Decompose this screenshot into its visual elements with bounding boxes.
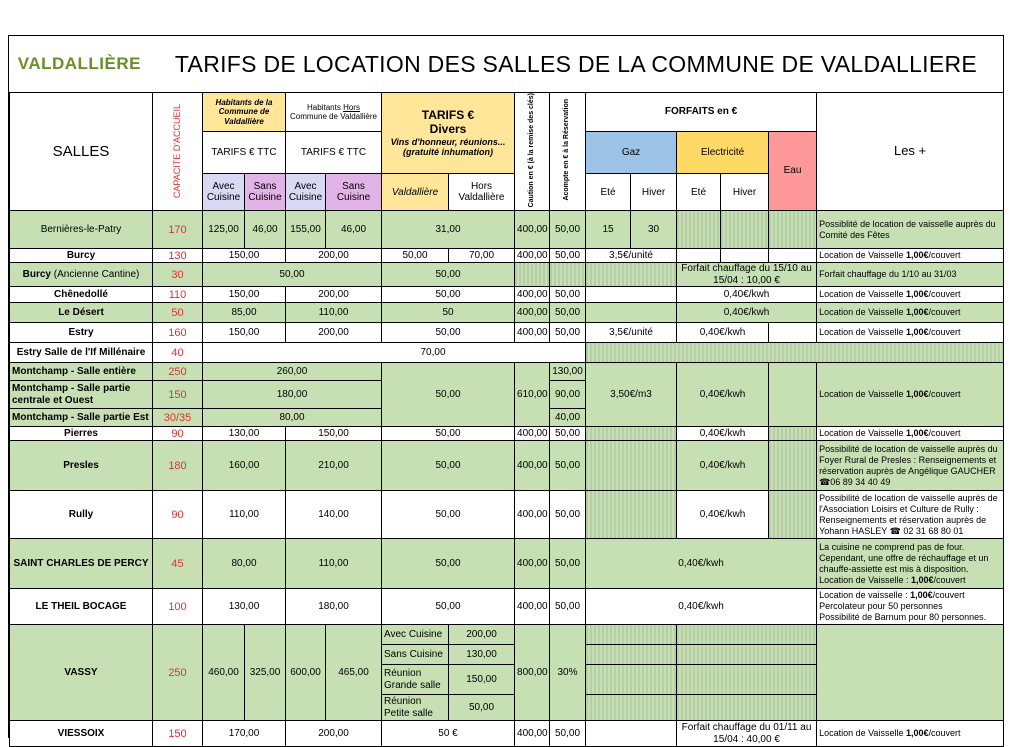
capacity: 150	[153, 721, 203, 747]
table-row	[10, 343, 1004, 363]
gaz-cell: 30	[631, 211, 677, 249]
empty-cell	[586, 287, 677, 303]
caution-cell: 400,00	[515, 427, 550, 441]
price-cell: 180,00	[203, 381, 382, 409]
les-plus-cell: Location de Vaisselle 1,00€/couvert	[817, 427, 1004, 441]
acompte-cell: 40,00	[550, 409, 586, 427]
divers-cell: 50,00	[382, 589, 515, 625]
capacity: 45	[153, 539, 203, 589]
price-cell: 130,00	[203, 589, 286, 625]
header-gaz-ete: Eté	[586, 174, 631, 211]
les-plus-cell: Location de Vaisselle 1,00€/couvert	[817, 303, 1004, 323]
price-cell: 150,00	[203, 249, 286, 263]
option-label: Réunion Grande salle	[382, 665, 449, 695]
price-cell: 50,00	[203, 263, 382, 287]
price-cell: 210,00	[286, 441, 382, 491]
salle-name: VASSY	[10, 625, 153, 721]
header-acompte: Acompte en € à la Réservation	[550, 93, 586, 211]
header-salles: SALLES	[10, 93, 153, 211]
elec-cell: 0,40€/kwh	[677, 303, 817, 323]
option-value: 200,00	[449, 625, 515, 645]
salle-name: Le Désert	[10, 303, 153, 323]
salle-name: Burcy (Ancienne Cantine)	[10, 263, 153, 287]
capacity: 130	[153, 249, 203, 263]
gaz-cell: 3,5€/unité	[586, 323, 677, 343]
les-plus-cell: Possibilité de location de vaisselle auprès du Foyer Rural de Presles : Renseignements et réservation auprès de Angélique GAUCHER ☎06 89 34 40 49	[817, 441, 1004, 491]
divers-cell: 50,00	[382, 427, 515, 441]
price-cell: 200,00	[286, 721, 382, 747]
table-row	[10, 303, 1004, 323]
capacity: 250	[153, 363, 203, 381]
les-plus-cell: Location de Vaisselle 1,00€/couvert	[817, 287, 1004, 303]
capacity: 180	[153, 441, 203, 491]
price-cell: 200,00	[286, 323, 382, 343]
header-tarifs-divers: TARIFS € Divers Vins d'honneur, réunions... (gratuité inhumation)	[382, 93, 515, 174]
salle-name: LE THEIL BOCAGE	[10, 589, 153, 625]
header-tarifs-ttc-hors: TARIFS € TTC	[286, 132, 382, 174]
salle-name: SAINT CHARLES DE PERCY	[10, 539, 153, 589]
table-row	[10, 721, 1004, 747]
price-cell: 70,00	[203, 343, 586, 363]
table-row	[10, 491, 1004, 539]
capacity: 40	[153, 343, 203, 363]
price-cell: 200,00	[286, 287, 382, 303]
acompte-cell: 50,00	[550, 491, 586, 539]
logo-text: VALDALLIÈRE	[17, 54, 141, 73]
empty-cell	[586, 645, 677, 665]
header-forfaits: FORFAITS en €	[586, 93, 817, 132]
divers-cell: 50,00	[382, 539, 515, 589]
price-cell: 80,00	[203, 539, 286, 589]
table-row	[10, 625, 1004, 645]
price-cell: 170,00	[203, 721, 286, 747]
caution-cell: 400,00	[515, 491, 550, 539]
les-plus-cell: Possibilité de location de vaisselle auprès de l'Association Loisirs et Culture de Rully : Renseignements et réservation auprès de Yohann HASLEY ☎ 02 31 68 80 01	[817, 491, 1004, 539]
divers-cell: 50,00	[382, 491, 515, 539]
empty-cell	[586, 625, 677, 645]
acompte-cell: 50,00	[550, 287, 586, 303]
option-label: Réunion Petite salle	[382, 695, 449, 721]
acompte-cell: 30%	[550, 625, 586, 721]
empty-cell	[550, 263, 586, 287]
forfait-cell: 0,40€/kwh	[586, 589, 817, 625]
caution-cell: 400,00	[515, 211, 550, 249]
empty-cell	[515, 263, 550, 287]
option-label: Sans Cuisine	[382, 645, 449, 665]
price-cell: 200,00	[286, 249, 382, 263]
header-les-plus: Les +	[817, 93, 1004, 211]
capacity: 170	[153, 211, 203, 249]
price-cell: 110,00	[286, 539, 382, 589]
les-plus-cell: Possiblité de location de vaisselle auprès du Comité des Fêtes	[817, 211, 1004, 249]
caution-cell: 400,00	[515, 589, 550, 625]
header-hors-valdalliere: Hors Valdallière	[449, 174, 515, 211]
divers-cell: 50 €	[382, 721, 515, 747]
divers-cell: 50,00	[382, 249, 449, 263]
empty-cell	[586, 665, 677, 695]
header-gaz: Gaz	[586, 132, 677, 174]
price-cell: 180,00	[286, 589, 382, 625]
capacity: 50	[153, 303, 203, 323]
table-row	[10, 589, 1004, 625]
header-avec-cuisine-hors: Avec Cuisine	[286, 174, 326, 211]
option-value: 50,00	[449, 695, 515, 721]
price-cell: 130,00	[203, 427, 286, 441]
header-capacite: CAPACITE D'ACCUEIL	[153, 93, 203, 211]
acompte-cell: 50,00	[550, 427, 586, 441]
empty-cell	[586, 441, 677, 491]
header-sans-cuisine: Sans Cuisine	[245, 174, 286, 211]
les-plus-cell: Location de Vaisselle 1,00€/couvert	[817, 721, 1004, 747]
header-gaz-hiver: Hiver	[631, 174, 677, 211]
acompte-cell: 50,00	[550, 211, 586, 249]
header-habitants-hors: Habitants Hors Commune de Valdallière	[286, 93, 382, 132]
table-row	[10, 263, 1004, 287]
caution-cell: 610,00	[515, 363, 550, 427]
acompte-cell: 130,00	[550, 363, 586, 381]
capacity: 250	[153, 625, 203, 721]
tariff-sheet	[8, 35, 1004, 745]
elec-cell: 0,40€/kwh	[677, 323, 769, 343]
table-row	[10, 539, 1004, 589]
caution-cell: 400,00	[515, 539, 550, 589]
valdalliere-logo	[11, 38, 141, 90]
table-row	[10, 211, 1004, 249]
empty-cell	[586, 695, 677, 721]
price-cell: 125,00	[203, 211, 245, 249]
empty-cell	[721, 211, 769, 249]
salle-name: Bernières-le-Patry	[10, 211, 153, 249]
price-cell: 150,00	[203, 323, 286, 343]
gaz-cell: 15	[586, 211, 631, 249]
price-cell: 46,00	[326, 211, 382, 249]
salle-name: Pierres	[10, 427, 153, 441]
empty-cell	[769, 491, 817, 539]
header-caution: Caution en € (à la remise des clés)	[515, 93, 550, 211]
les-plus-cell: Forfait chauffage du 1/10 au 31/03	[817, 263, 1004, 287]
empty-cell	[769, 427, 817, 441]
empty-cell	[769, 211, 817, 249]
acompte-cell: 50,00	[550, 589, 586, 625]
option-label: Avec Cuisine	[382, 625, 449, 645]
elec-cell: 0,40€/kwh	[677, 491, 769, 539]
price-cell: 155,00	[286, 211, 326, 249]
capacity: 150	[153, 381, 203, 409]
capacity: 160	[153, 323, 203, 343]
divers-cell: 50,00	[382, 441, 515, 491]
option-value: 150,00	[449, 665, 515, 695]
les-plus-cell: Location de Vaisselle 1,00€/couvert	[817, 363, 1004, 427]
gaz-cell: 3,50€/m3	[586, 363, 677, 427]
capacity: 90	[153, 491, 203, 539]
divers-cell: 31,00	[382, 211, 515, 249]
price-cell: 110,00	[286, 303, 382, 323]
table-row	[10, 427, 1004, 441]
elec-cell: 0,40€/kwh	[677, 363, 769, 427]
acompte-cell: 50,00	[550, 721, 586, 747]
caution-cell: 400,00	[515, 441, 550, 491]
les-plus-cell: Location de Vaisselle 1,00€/couvert	[817, 249, 1004, 263]
salle-name: VIESSOIX	[10, 721, 153, 747]
capacity: 30/35	[153, 409, 203, 427]
salle-name: Chênedollé	[10, 287, 153, 303]
capacity: 30	[153, 263, 203, 287]
empty-cell	[721, 249, 769, 263]
empty-cell	[769, 249, 817, 263]
salle-name: Burcy	[10, 249, 153, 263]
caution-cell: 400,00	[515, 323, 550, 343]
capacity: 110	[153, 287, 203, 303]
table-row	[10, 363, 1004, 381]
empty-cell	[586, 427, 677, 441]
empty-cell	[586, 343, 1004, 363]
divers-cell: 50,00	[382, 363, 515, 427]
header-eau: Eau	[769, 132, 817, 211]
elec-cell: 0,40€/kwh	[677, 441, 769, 491]
table-row	[10, 249, 1004, 263]
price-cell: 460,00	[203, 625, 245, 721]
header-habitants: Habitants de la Commune de Valdallière	[203, 93, 286, 132]
empty-cell	[769, 363, 817, 427]
divers-cell: 50,00	[382, 263, 515, 287]
empty-cell	[677, 249, 721, 263]
page-title: TARIFS DE LOCATION DES SALLES DE LA COMMUNE DE VALDALLIERE	[174, 50, 978, 77]
salle-name: Estry	[10, 323, 153, 343]
logo-emblem-icon	[11, 49, 12, 79]
table-row	[10, 323, 1004, 343]
price-cell: 150,00	[203, 287, 286, 303]
salle-name: Estry Salle de l'If Millénaire	[10, 343, 153, 363]
les-plus-cell: Location de vaisselle : 1,00€/couvert Percolateur pour 50 personnes Possibilité de Barnum pour 80 personnes.	[817, 589, 1004, 625]
table-row	[10, 287, 1004, 303]
les-plus-cell	[817, 625, 1004, 721]
price-cell: 160,00	[203, 441, 286, 491]
price-cell: 85,00	[203, 303, 286, 323]
empty-cell	[677, 645, 817, 665]
divers-cell: 70,00	[449, 249, 515, 263]
price-cell: 110,00	[203, 491, 286, 539]
header-elec-hiver: Hiver	[721, 174, 769, 211]
price-cell: 150,00	[286, 427, 382, 441]
table-row	[10, 441, 1004, 491]
acompte-cell: 50,00	[550, 249, 586, 263]
header-valdalliere: Valdallière	[382, 174, 449, 211]
empty-cell	[677, 625, 817, 645]
acompte-cell: 50,00	[550, 303, 586, 323]
capacity: 100	[153, 589, 203, 625]
price-cell: 600,00	[286, 625, 326, 721]
caution-cell: 400,00	[515, 721, 550, 747]
caution-cell: 400,00	[515, 287, 550, 303]
les-plus-cell: Location de Vaisselle 1,00€/couvert	[817, 323, 1004, 343]
divers-cell: 50,00	[382, 287, 515, 303]
acompte-cell: 50,00	[550, 441, 586, 491]
option-value: 130,00	[449, 645, 515, 665]
elec-cell: 0,40€/kwh	[677, 427, 769, 441]
empty-cell	[677, 695, 817, 721]
header-avec-cuisine: Avec Cuisine	[203, 174, 245, 211]
salle-name: Montchamp - Salle partie Est	[10, 409, 153, 427]
caution-cell: 800,00	[515, 625, 550, 721]
empty-cell	[586, 303, 677, 323]
price-cell: 325,00	[245, 625, 286, 721]
price-cell: 80,00	[203, 409, 382, 427]
acompte-cell: 50,00	[550, 323, 586, 343]
salle-name: Presles	[10, 441, 153, 491]
price-cell: 46,00	[245, 211, 286, 249]
salle-name: Montchamp - Salle entière	[10, 363, 153, 381]
header-elec-ete: Eté	[677, 174, 721, 211]
gaz-cell: 3,5€/unité	[586, 249, 677, 263]
acompte-cell: 50,00	[550, 539, 586, 589]
header-electricite: Electricité	[677, 132, 769, 174]
divers-cell: 50,00	[382, 323, 515, 343]
capacity: 90	[153, 427, 203, 441]
empty-cell	[586, 721, 677, 747]
empty-cell	[769, 323, 817, 343]
forfait-cell: 0,40€/kwh	[586, 539, 817, 589]
header-tarifs-ttc: TARIFS € TTC	[203, 132, 286, 174]
acompte-cell: 90,00	[550, 381, 586, 409]
tariff-table	[9, 92, 1004, 747]
caution-cell: 400,00	[515, 303, 550, 323]
les-plus-cell: La cuisine ne comprend pas de four. Cependant, une offre de réchauffage et un chauffe-assiette est mis à disposition. Location de Vaisselle : 1,00€/couvert	[817, 539, 1004, 589]
price-cell: 140,00	[286, 491, 382, 539]
empty-cell	[586, 491, 677, 539]
price-cell: 260,00	[203, 363, 382, 381]
caution-cell: 400,00	[515, 249, 550, 263]
empty-cell	[677, 665, 817, 695]
salle-name: Rully	[10, 491, 153, 539]
elec-cell: 0,40€/kwh	[677, 287, 817, 303]
forfait-cell: Forfait chauffage du 15/10 au 15/04 : 10,00 €	[677, 263, 817, 287]
salle-name: Montchamp - Salle partie centrale et Ouest	[10, 381, 153, 409]
header-sans-cuisine-hors: Sans Cuisine	[326, 174, 382, 211]
empty-cell	[769, 441, 817, 491]
divers-cell: 50	[382, 303, 515, 323]
empty-cell	[586, 263, 677, 287]
forfait-cell: Forfait chauffage du 01/11 au 15/04 : 40,00 €	[677, 721, 817, 747]
price-cell: 465,00	[326, 625, 382, 721]
header-band	[9, 36, 1003, 93]
empty-cell	[677, 211, 721, 249]
